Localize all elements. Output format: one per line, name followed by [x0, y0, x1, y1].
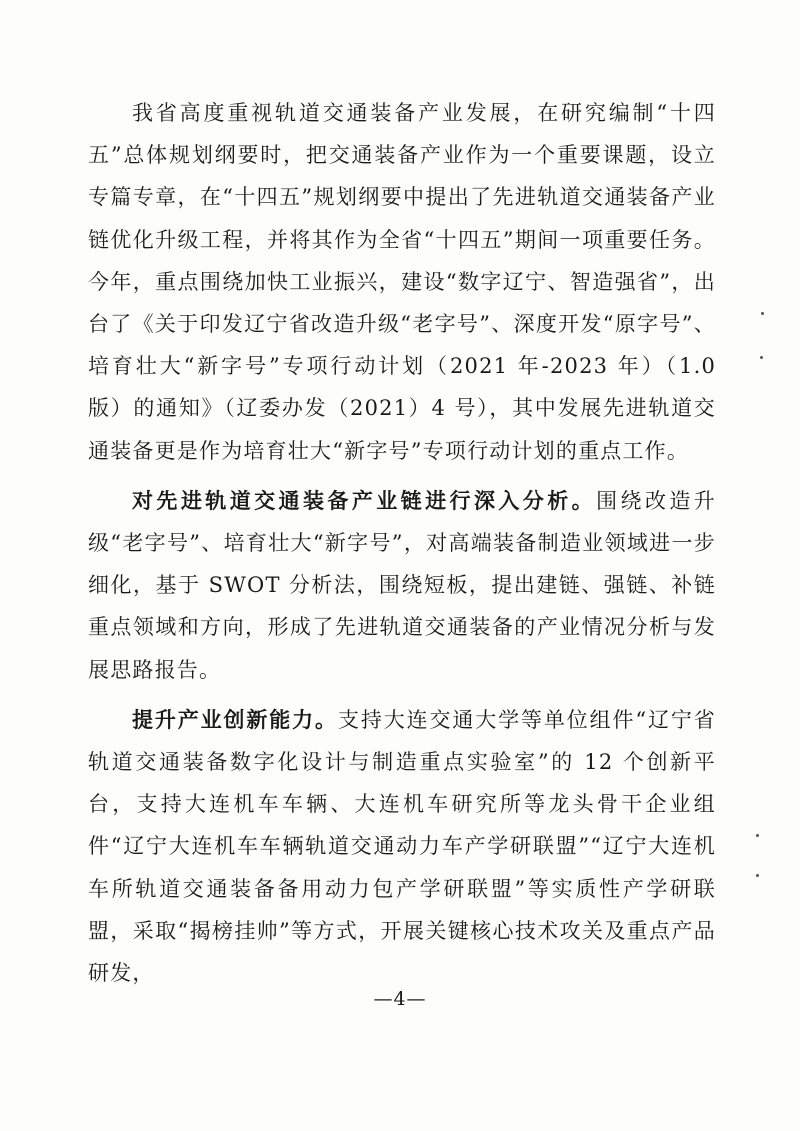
- scan-speck: [756, 834, 759, 837]
- paragraph-2-text: 围绕改造升级“老字号”、培育壮大“新字号”，对高端装备制造业领域进一步细化，基于 SWOT 分析法，围绕短板，提出建链、强链、补链重点领域和方向，形成了先进轨道交通装备的产业情况分析与发展思路报告。: [88, 488, 716, 682]
- paragraph-2-lead: 对先进轨道交通装备产业链进行深入分析。: [132, 488, 597, 513]
- paragraph-2: [88, 480, 716, 691]
- paragraph-1-text: 我省高度重视轨道交通装备产业发展，在研究编制“十四五”总体规划纲要时，把交通装备产业作为一个重要课题，设立专篇专章，在“十四五”规划纲要中提出了先进轨道交通装备产业链优化升级工程，并将其作为全省“十四五”期间一项重要任务。今年，重点围绕加快工业振兴，建设“数字辽宁、智造强省”，出台了《关于印发辽宁省改造升级“老字号”、深度开发“原字号”、培育壮大“新字号”专项行动计划（2021 年-2023 年）（1.0 版）的通知》（辽委办发（2021）4 号），其中发展先进轨道交通装备更是作为培育壮大“新字号”专项行动计划的重点工作。: [88, 101, 716, 463]
- scan-speck: [756, 874, 759, 877]
- paragraph-1: [88, 92, 716, 472]
- paragraph-3: [88, 699, 716, 994]
- scan-speck: [760, 356, 763, 359]
- body-text: [88, 92, 716, 994]
- scan-speck: [761, 312, 764, 315]
- paragraph-3-text: 支持大连交通大学等单位组件“辽宁省轨道交通装备数字化设计与制造重点实验室”的 12 个创新平台，支持大连机车车辆、大连机车研究所等龙头骨干企业组件“辽宁大连机车车辆轨道交通动力车产学研联盟”“辽宁大连机车所轨道交通装备备用动力包产学研联盟”等实质性产学研联盟，采取“揭榜挂帅”等方式，开展关键核心技术攻关及重点产品研发，: [88, 707, 716, 986]
- paragraph-3-lead: 提升产业创新能力。: [132, 707, 338, 732]
- page-number: —4—: [373, 988, 427, 1010]
